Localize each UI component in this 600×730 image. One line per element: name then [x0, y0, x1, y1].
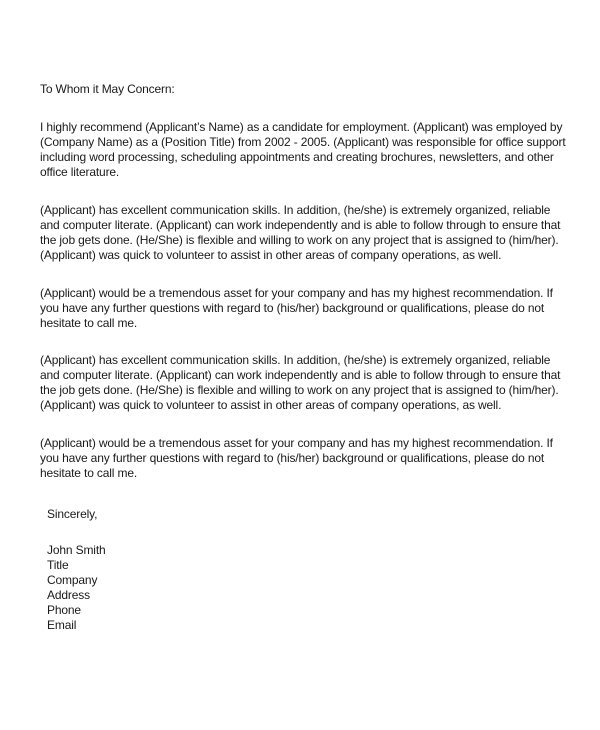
text-line: (Applicant) has excellent communication skills. In addition, (he/she) is extremely organized, reliable — [40, 353, 551, 367]
signature-address: Address — [47, 588, 90, 602]
text-line: (Applicant) was quick to volunteer to assist in other areas of company operations, as well. — [40, 398, 502, 412]
text-line: hesitate to call me. — [40, 316, 138, 330]
signature-name: John Smith — [47, 543, 106, 557]
text-line: including word processing, scheduling appointments and creating brochures, newsletters, and other — [40, 150, 554, 164]
signature-company: Company — [47, 573, 98, 587]
salutation: To Whom it May Concern: — [40, 82, 175, 96]
text-line: you have any further questions with regard to (his/her) background or qualifications, please do not — [40, 301, 545, 315]
text-line: (Applicant) would be a tremendous asset for your company and has my highest recommendation. If — [40, 286, 553, 300]
text-line: I highly recommend (Applicant’s Name) as a candidate for employment. (Applicant) was employed by — [40, 120, 563, 134]
text-line: and computer literate. (Applicant) can work independently and is able to follow through to ensure that — [40, 218, 561, 232]
text-line: (Applicant) was quick to volunteer to assist in other areas of company operations, as well. — [40, 248, 502, 262]
closing: Sincerely, — [47, 507, 98, 521]
signature-email: Email — [47, 618, 77, 632]
text-line: hesitate to call me. — [40, 466, 138, 480]
text-line: you have any further questions with regard to (his/her) background or qualifications, please do not — [40, 451, 545, 465]
text-line: (Applicant) has excellent communication skills. In addition, (he/she) is extremely organized, reliable — [40, 203, 551, 217]
text-line: office literature. — [40, 165, 120, 179]
text-line: the job gets done. (He/She) is flexible and willing to work on any project that is assigned to (him/her). — [40, 233, 559, 247]
text-line: (Company Name) as a (Position Title) from 2002 - 2005. (Applicant) was responsible for office support — [40, 135, 566, 149]
text-line: the job gets done. (He/She) is flexible and willing to work on any project that is assigned to (him/her). — [40, 383, 559, 397]
signature-title: Title — [47, 558, 69, 572]
text-line: (Applicant) would be a tremendous asset for your company and has my highest recommendation. If — [40, 436, 553, 450]
text-line: and computer literate. (Applicant) can work independently and is able to follow through to ensure that — [40, 368, 561, 382]
signature-phone: Phone — [47, 603, 81, 617]
